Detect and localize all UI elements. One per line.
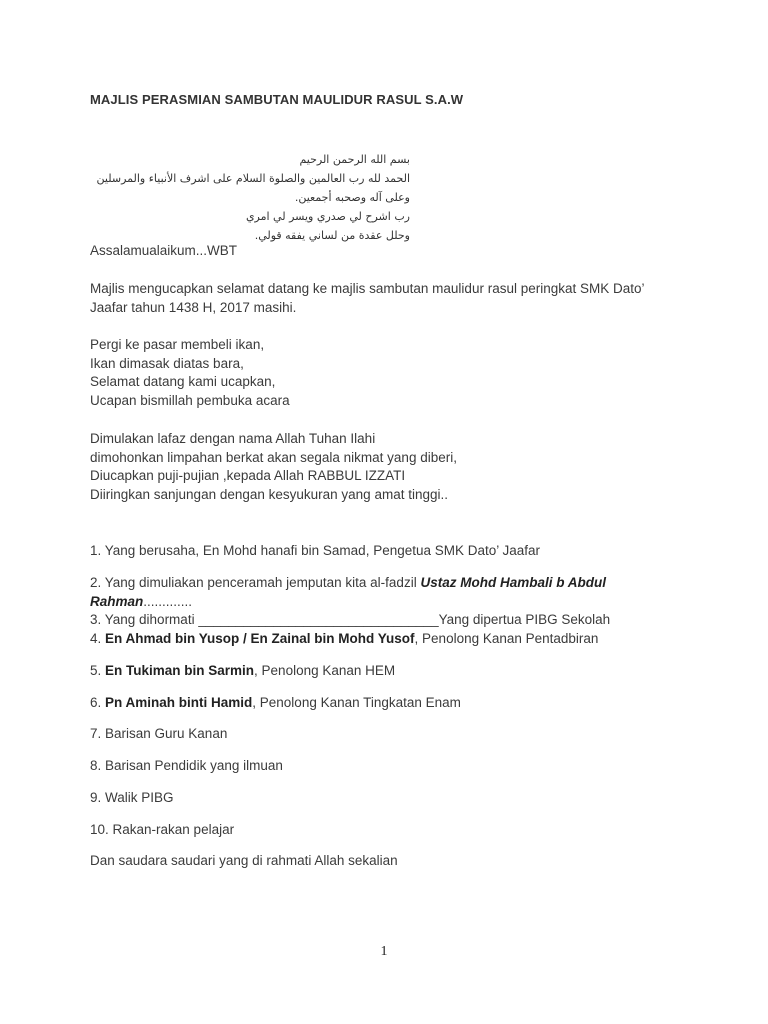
protocol-item-3: 3. Yang dihormati ________________________________Yang dipertua PIBG Sekolah <box>90 612 611 627</box>
protocol-closing: Dan saudara saudari yang di rahmati Allah sekalian <box>90 853 398 868</box>
protocol-item-4-suffix: , Penolong Kanan Pentadbiran <box>414 631 599 646</box>
opening-line: Diucapkan puji-pujian ,kepada Allah RABBUL IZZATI <box>90 468 406 484</box>
protocol-item-9: 9. Walik PIBG <box>90 790 174 805</box>
protocol-item-6-name: Pn Aminah binti Hamid <box>105 695 253 710</box>
protocol-item-8: 8. Barisan Pendidik yang ilmuan <box>90 758 283 773</box>
protocol-item-10: 10. Rakan-rakan pelajar <box>90 822 235 837</box>
pantun-line: Ikan dimasak diatas bara, <box>90 355 244 371</box>
opening-verse <box>90 430 457 505</box>
welcome-line: Majlis mengucapkan selamat datang ke majlis sambutan maulidur rasul peringkat SMK Dato’ <box>90 281 645 296</box>
protocol-item-5-name: En Tukiman bin Sarmin <box>105 663 255 678</box>
protocol-item-4 <box>90 630 598 648</box>
arabic-line: وحلل عقدة من لساني يفقه قولي. <box>254 229 410 242</box>
greeting: Assalamualaikum...WBT <box>90 243 238 258</box>
opening-line: dimohonkan limpahan berkat akan segala nikmat yang diberi, <box>90 449 457 465</box>
protocol-item-5-suffix: , Penolong Kanan HEM <box>254 663 396 678</box>
opening-line: Dimulakan lafaz dengan nama Allah Tuhan Ilahi <box>90 431 376 446</box>
arabic-line: الحمد لله رب العالمين والصلوة السلام على اشرف الأنبياء والمرسلين <box>96 172 410 185</box>
protocol-item-7: 7. Barisan Guru Kanan <box>90 726 228 741</box>
protocol-item-2-name-cont: Rahman <box>90 594 144 609</box>
protocol-item-6-suffix: , Penolong Kanan Tingkatan Enam <box>252 695 461 710</box>
arabic-opening <box>90 150 410 245</box>
opening-line: Diiringkan sanjungan dengan kesyukuran yang amat tinggi.. <box>90 487 448 503</box>
protocol-item-2-cont <box>90 593 192 611</box>
protocol-item-2-suffix: ............. <box>143 594 193 609</box>
protocol-item-2 <box>90 574 606 592</box>
protocol-item-4-prefix: 4. <box>90 631 106 646</box>
page-number: 1 <box>380 944 388 959</box>
protocol-item-5 <box>90 662 395 680</box>
welcome-line: Jaafar tahun 1438 H, 2017 masihi. <box>90 299 297 315</box>
pantun-line: Pergi ke pasar membeli ikan, <box>90 337 265 352</box>
pantun-line: Selamat datang kami ucapkan, <box>90 374 276 390</box>
protocol-item-6-prefix: 6. <box>90 695 106 710</box>
pantun-line: Ucapan bismillah pembuka acara <box>90 393 290 409</box>
arabic-line: بسم الله الرحمن الرحيم <box>299 153 410 166</box>
protocol-item-1: 1. Yang berusaha, En Mohd hanafi bin Samad, Pengetua SMK Dato’ Jaafar <box>90 543 541 558</box>
pantun <box>90 336 290 411</box>
arabic-line: وعلى آله وصحبه أجمعين. <box>294 191 410 204</box>
protocol-item-2-name: Ustaz Mohd Hambali b Abdul <box>420 575 606 590</box>
welcome-paragraph <box>90 280 645 317</box>
document-title: MAJLIS PERASMIAN SAMBUTAN MAULIDUR RASUL S.A.W <box>90 92 464 107</box>
protocol-item-2-prefix: 2. Yang dimuliakan penceramah jemputan kita al-fadzil <box>90 575 421 590</box>
protocol-item-4-name: En Ahmad bin Yusop / En Zainal bin Mohd Yusof <box>105 631 415 646</box>
protocol-item-6 <box>90 694 461 712</box>
protocol-item-5-prefix: 5. <box>90 663 106 678</box>
arabic-line: رب اشرح لي صدري ويسر لي امري <box>245 210 410 223</box>
